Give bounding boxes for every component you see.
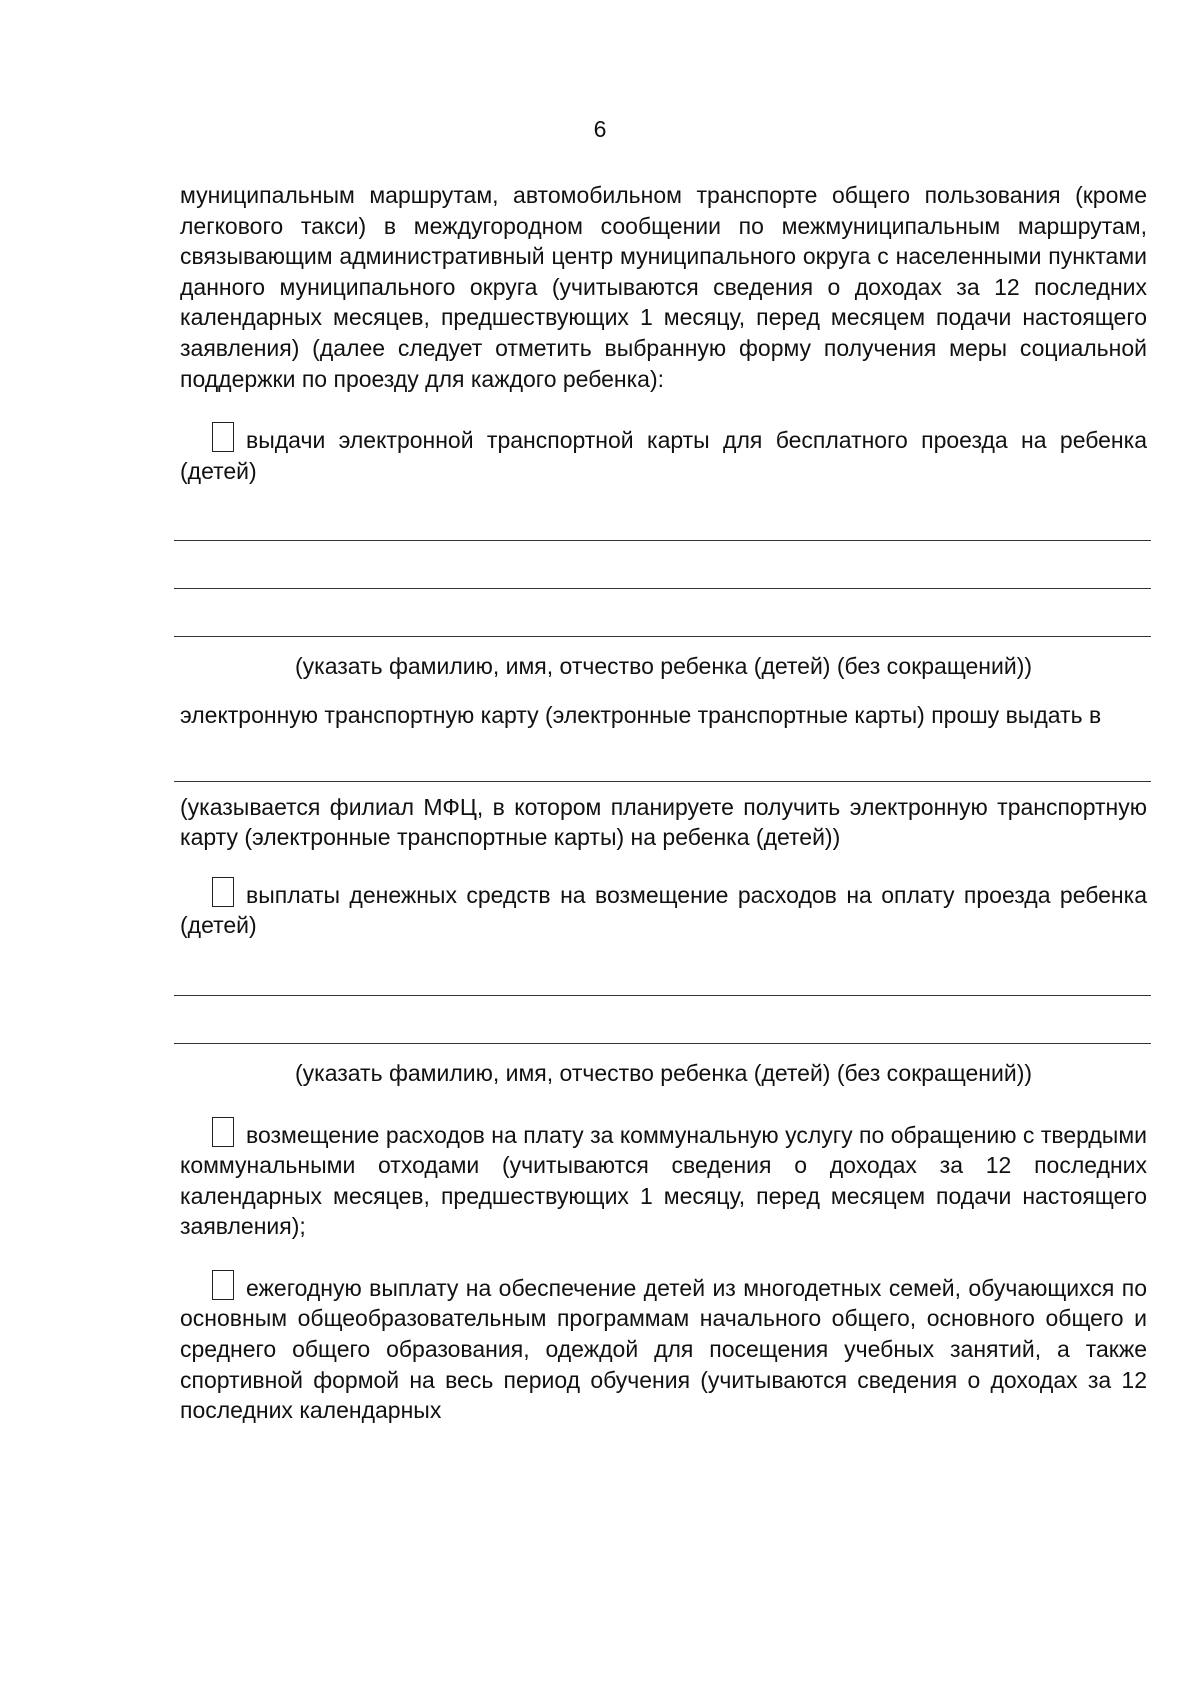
option-clothing-row <box>180 1270 1147 1426</box>
page-number: 6 <box>593 116 607 142</box>
option-card-row <box>180 422 1147 486</box>
children-name-caption-2: (указать фамилию, имя, отчество ребенка (детей) (без сокращений)) <box>294 1059 1033 1086</box>
document-body <box>180 180 1147 1426</box>
option-card-checkbox[interactable] <box>212 422 234 452</box>
mfc-caption: (указывается филиал МФЦ, в котором планируете получить электронную транспортную карту (электронные транспортные карты) на ребенка (детей)) <box>180 793 1147 851</box>
option-utility-row <box>180 1117 1147 1242</box>
intro-paragraph: муниципальным маршрутам, автомобильном транспорте общего пользования (кроме легкового такси) в междугородном сообщении по межмуниципальным маршрутам, связывающим административный центр муниципального округа с населенными пунктами данного муниципального округа (учитываются сведения о доходах за 12 последних календарных месяцев, предшествующих 1 месяцу, перед месяцем подачи настоящего заявления) (далее следует отметить выбранную форму получения меры социальной поддержки по проезду для каждого ребенка): <box>180 182 1147 392</box>
option-payment-label: выплаты денежных средств на возмещение расходов на оплату проезда ребенка (детей) <box>180 881 1147 939</box>
option-utility-checkbox[interactable] <box>212 1117 234 1147</box>
children-name-caption-1: (указать фамилию, имя, отчество ребенка (детей) (без сокращений)) <box>294 653 1033 680</box>
option-clothing-checkbox[interactable] <box>212 1270 234 1300</box>
option-clothing-label: ежегодную выплату на обеспечение детей из многодетных семей, обучающихся по основным общеобразовательным программам начального общего, основного общего и среднего общего образования, одеждой для посещения учебных занятий, а также спортивной формой на весь период обучения (учитываются сведения о доходах за 12 последних календарных <box>180 1274 1147 1424</box>
option-utility-label: возмещение расходов на плату за коммунальную услугу по обращению с твердыми коммунальными отходами (учитываются сведения о доходах за 12 последних календарных месяцев, предшествующих 1 месяцу, перед месяцем подачи настоящего заявления); <box>180 1121 1147 1240</box>
option-card-label: выдачи электронной транспортной карты для бесплатного проезда на ребенка (детей) <box>180 427 1147 484</box>
card-issue-text: электронную транспортную карту (электронные транспортные карты) прошу выдать в <box>180 701 1102 728</box>
option-payment-row <box>180 877 1147 941</box>
option-payment-checkbox[interactable] <box>212 877 234 907</box>
